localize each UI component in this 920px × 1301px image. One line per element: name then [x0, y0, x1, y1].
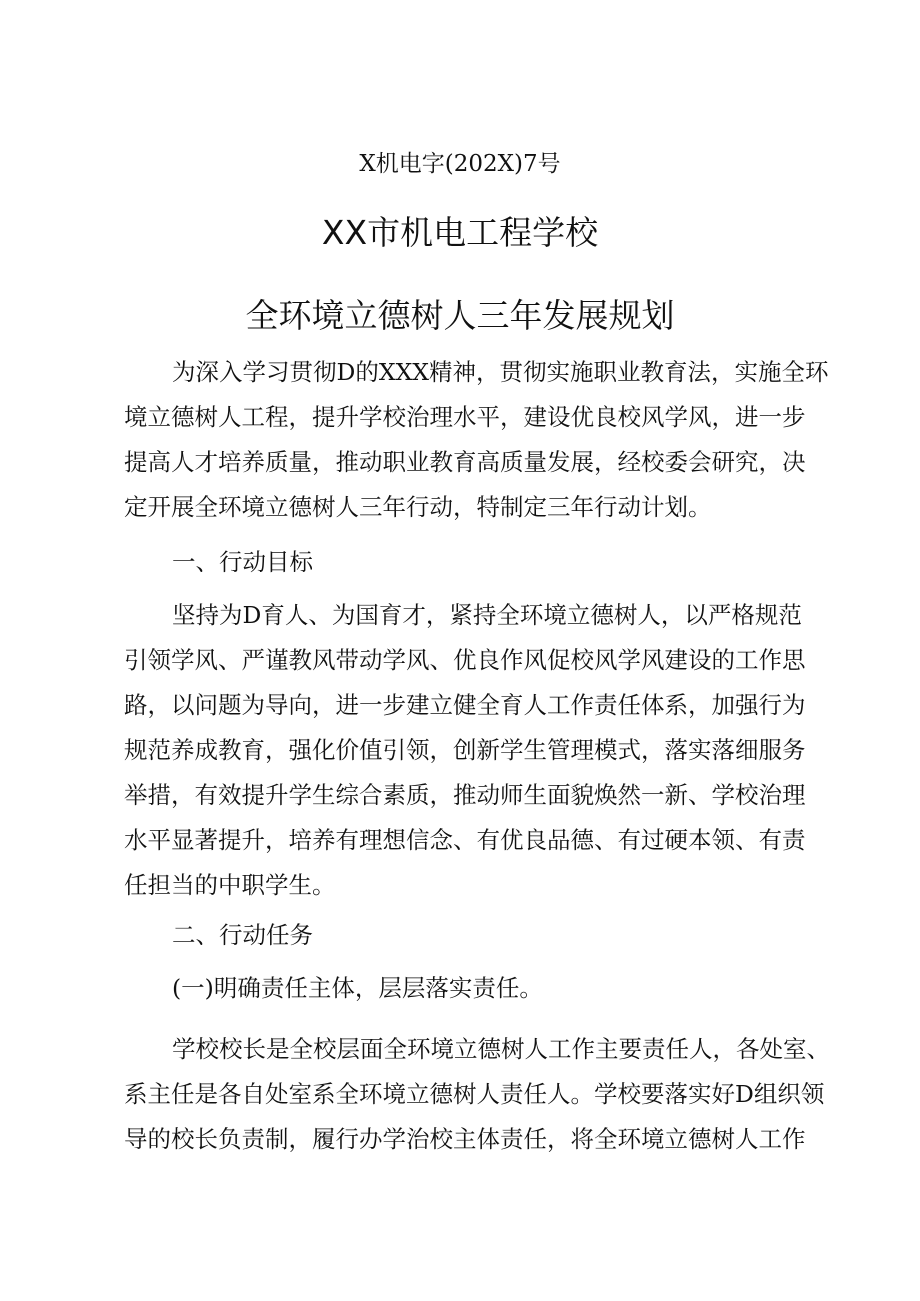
document-title-line2: 全环境立德树人三年发展规划: [245, 296, 675, 335]
intro-line: 境立德树人工程，提升学校治理水平，建设优良校风学风，进一步: [124, 403, 806, 431]
intro-line: 定开展全环境立德树人三年行动，特制定三年行动计划。: [124, 493, 712, 521]
section1-heading: 一、行动目标: [172, 548, 313, 576]
section2-line: 导的校长负责制，履行办学治校主体责任，将全环境立德树人工作: [124, 1125, 806, 1153]
document-number: X机电字(202X)7号: [359, 151, 561, 177]
section2-line: 系主任是各自处室系全环境立德树人责任人。学校要落实好D组织领: [124, 1080, 825, 1108]
section2-heading: 二、行动任务: [172, 921, 313, 949]
section1-line: 水平显著提升，培养有理想信念、有优良品德、有过硬本领、有责: [124, 826, 806, 854]
section1-paragraph: [124, 593, 806, 908]
section1-line: 规范养成教育，强化价值引领，创新学生管理模式，落实落细服务: [124, 736, 806, 764]
section1-line: 路，以问题为导向，进一步建立健全育人工作责任体系，加强行为: [124, 691, 806, 719]
section1-line: 引领学风、严谨教风带动学风、优良作风促校风学风建设的工作思: [124, 646, 806, 674]
section2-subheading: (一)明确责任主体，层层落实责任。: [172, 974, 543, 1002]
section1-line: 任担当的中职学生。: [124, 871, 336, 899]
document-title-line1: XX市机电工程学校: [321, 213, 599, 252]
section2-paragraph: [124, 1027, 830, 1162]
section1-line: 举措，有效提升学生综合素质，推动师生面貌焕然一新、学校治理: [124, 781, 806, 809]
section1-line: 坚持为D育人、为国育才，紧持全环境立德树人，以严格规范: [172, 601, 802, 629]
intro-paragraph: [124, 350, 829, 530]
section2-line: 学校校长是全校层面全环境立德树人工作主要责任人，各处室、: [172, 1035, 830, 1063]
intro-line: 为深入学习贯彻D的XXX精神，贯彻实施职业教育法，实施全环: [172, 358, 829, 386]
intro-line: 提高人才培养质量，推动职业教育高质量发展，经校委会研究，决: [124, 448, 806, 476]
